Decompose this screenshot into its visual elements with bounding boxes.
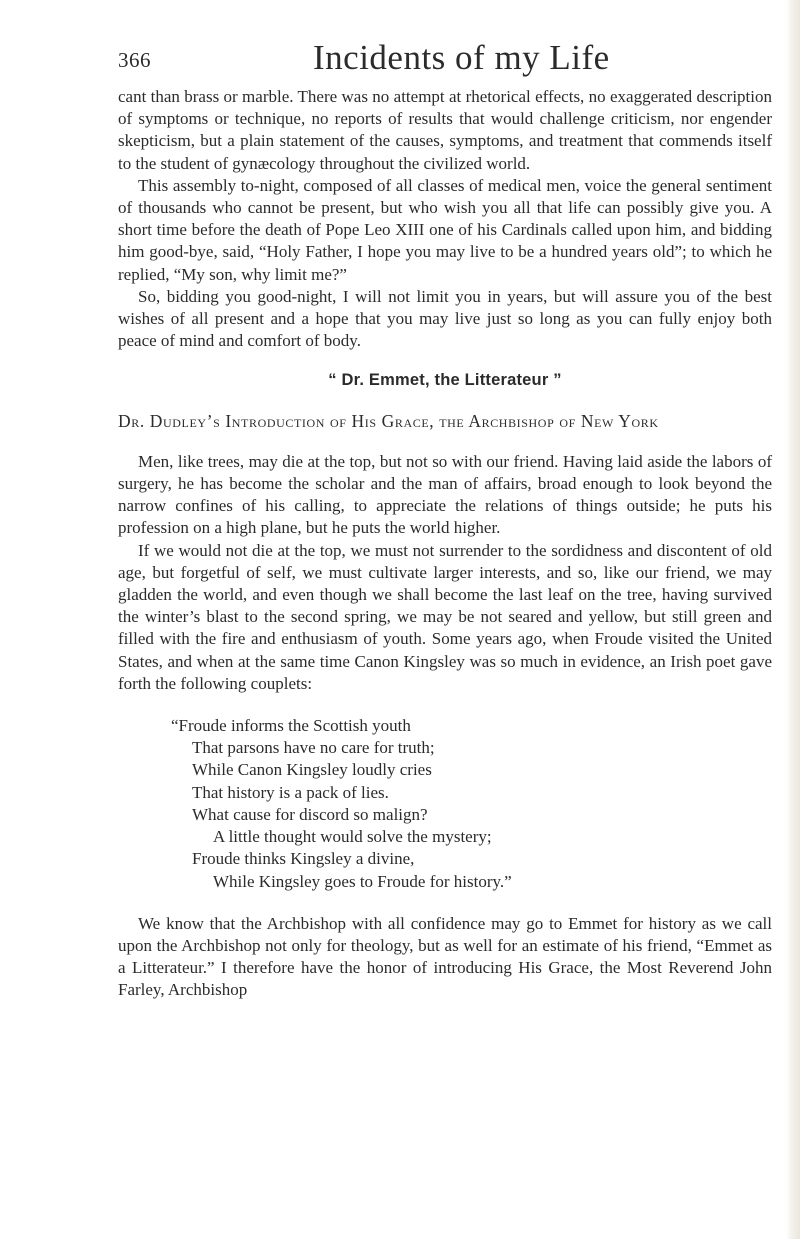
poem-line: What cause for discord so malign? [192,804,428,824]
poem-line: That parsons have no care for truth; [192,738,435,758]
section-subheading: Dr. Dudley’s Introduction of His Grace, the Archbishop of New York [118,410,659,431]
poem [171,715,772,893]
poem-line: “Froude informs the Scottish youth [171,716,411,736]
poem-line: That history is a pack of lies. [192,782,389,802]
poem-line: Froude thinks Kingsley a divine, [192,849,415,869]
paragraph-assembly: This assembly to-night, composed of all classes of medical men, voice the general sentiment of thousands who cannot be present, but who wish you all that life can possibly give you. A short time before the death of Pope Leo XIII one of his Cardinals called upon him, and bidding him good-bye, said, “Holy Father, I hope you may live to be a hundred years old”; to which he replied, “My son, why limit me?” [118,175,772,284]
running-title: Incidents of my Life [313,38,610,77]
poem-line: While Canon Kingsley loudly cries [192,760,432,780]
paragraph-froude-anecdote: If we would not die at the top, we must not surrender to the sordidness and discontent of old age, but forgetful of self, we must cultivate larger interests, and so, like our friend, we may gladden the world, and even though we shall become the last leaf on the tree, having survived the winter’s blast to the second spring, we may be not seared and yellow, but still green and filled with the fire and enthusiasm of youth. Some years ago, when Froude visited the United States, and when at the same time Canon Kingsley was so much in evidence, an Irish poet gave forth the following couplets: [118,540,772,693]
paragraph-continuation: cant than brass or marble. There was no attempt at rhetorical effects, no exaggerated description of symptoms or technique, no reports of results that would challenge criticism, nor engender skepticism, but a plain statement of the causes, symptoms, and treatment that commends itself to the student of gynæcology throughout the civilized world. [118,87,772,173]
page-edge-shadow [786,0,800,1239]
poem-line: While Kingsley goes to Froude for history.” [213,871,512,891]
page-header [118,38,738,88]
speech-title: “ Dr. Emmet, the Litterateur ” [328,371,562,390]
paragraph-closing-wishes: So, bidding you good-night, I will not limit you in years, but will assure you of the best wishes of all present and a hope that you may live just so long as you can fully enjoy both peace of mind and comfort of body. [118,286,772,351]
page-body [118,86,772,1002]
paragraph-archbishop-introduction: We know that the Archbishop with all confidence may go to Emmet for history as we call upon the Archbishop not only for theology, but as well for an estimate of his friend, “Emmet as a Litterateur.” I therefore have the honor of introducing His Grace, the Most Reverend John Farley, Archbishop [118,913,772,1000]
paragraph-men-like-trees: Men, like trees, may die at the top, but not so with our friend. Having laid aside the labors of surgery, he has become the scholar and the man of affairs, broad enough to look beyond the narrow confines of his calling, to appreciate the relations of things outside; he puts his profession on a high plane, but he puts the world higher. [118,451,772,538]
poem-line: A little thought would solve the mystery; [213,827,492,847]
page-number: 366 [118,48,151,72]
